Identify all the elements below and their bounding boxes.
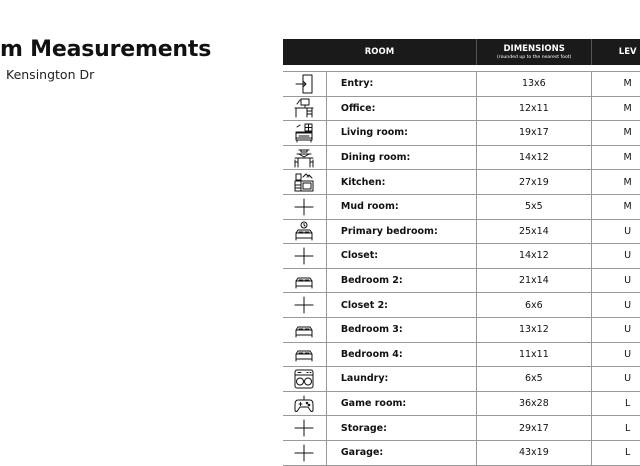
plus-icon (283, 293, 327, 317)
desk-icon (283, 97, 327, 121)
room-dimensions: 43x19 (477, 441, 593, 465)
room-level: M (623, 201, 632, 213)
table-row (283, 244, 640, 269)
room-level: U (624, 250, 632, 262)
room-name: Laundry: (327, 367, 477, 391)
room-dimensions: 12x11 (477, 97, 593, 121)
room-level: M (623, 102, 632, 114)
room-name: Dining room: (327, 146, 477, 170)
page-title: m Measurements (0, 37, 212, 62)
room-level: M (623, 78, 632, 90)
bed-icon (283, 343, 327, 367)
room-dimensions: 14x12 (477, 146, 593, 170)
table-row (283, 367, 640, 392)
room-level: L (624, 447, 631, 459)
plus-icon (283, 244, 327, 268)
room-dimensions: 21x14 (477, 269, 593, 293)
room-name: Mud room: (327, 195, 477, 219)
header-dimensions-label: DIMENSIONS (503, 44, 565, 54)
room-dimensions: 27x19 (477, 170, 593, 194)
table-row (283, 220, 640, 245)
room-name: Office: (327, 97, 477, 121)
header-room-label: ROOM (364, 47, 395, 57)
table-header (283, 39, 640, 65)
room-level: U (624, 225, 632, 237)
sofa-icon (283, 121, 327, 145)
plus-icon (283, 441, 327, 465)
room-dimensions: 19x17 (477, 121, 593, 145)
room-name: Closet 2: (327, 293, 477, 317)
table-row (283, 343, 640, 368)
room-level: M (623, 176, 632, 188)
room-name: Kitchen: (327, 170, 477, 194)
header-room (283, 39, 477, 65)
room-level: L (624, 398, 631, 410)
address-subtitle: Kensington Dr (6, 67, 95, 82)
room-level: L (624, 422, 631, 434)
room-level: U (624, 299, 632, 311)
table-row (283, 269, 640, 294)
room-dimensions: 36x28 (477, 392, 593, 416)
gamepad-icon (283, 392, 327, 416)
table-body (283, 71, 640, 466)
measurements-table (283, 39, 640, 466)
table-row (283, 441, 640, 466)
header-level (592, 39, 640, 65)
room-level: U (624, 348, 632, 360)
door-enter-icon (283, 72, 327, 96)
table-row (283, 318, 640, 343)
room-dimensions: 14x12 (477, 244, 593, 268)
room-name: Living room: (327, 121, 477, 145)
room-dimensions: 13x6 (477, 72, 593, 96)
room-dimensions: 29x17 (477, 416, 593, 440)
table-row (283, 416, 640, 441)
room-dimensions: 13x12 (477, 318, 593, 342)
room-name: Primary bedroom: (327, 220, 477, 244)
room-name: Garage: (327, 441, 477, 465)
table-row (283, 392, 640, 417)
table-row (283, 146, 640, 171)
room-name: Storage: (327, 416, 477, 440)
plus-icon (283, 416, 327, 440)
room-dimensions: 25x14 (477, 220, 593, 244)
room-name: Entry: (327, 72, 477, 96)
room-dimensions: 5x5 (477, 195, 593, 219)
room-level: M (623, 127, 632, 139)
table-row (283, 293, 640, 318)
bed-icon (283, 269, 327, 293)
room-level: U (624, 324, 632, 336)
room-name: Bedroom 2: (327, 269, 477, 293)
header-dimensions-note: (rounded up to the nearest foot) (497, 55, 572, 60)
room-dimensions: 11x11 (477, 343, 593, 367)
header-dimensions (477, 39, 592, 65)
table-row (283, 195, 640, 220)
room-level: M (623, 152, 632, 164)
header-level-label: LEV (618, 47, 637, 57)
table-row (283, 72, 640, 97)
room-level: U (624, 275, 632, 287)
table-row (283, 121, 640, 146)
room-name: Closet: (327, 244, 477, 268)
room-name: Game room: (327, 392, 477, 416)
room-name: Bedroom 4: (327, 343, 477, 367)
room-dimensions: 6x5 (477, 367, 593, 391)
table-row (283, 97, 640, 122)
kitchen-icon (283, 170, 327, 194)
room-name: Bedroom 3: (327, 318, 477, 342)
washer-dryer-icon (283, 367, 327, 391)
bed-clock-icon (283, 220, 327, 244)
bed-icon (283, 318, 327, 342)
table-row (283, 170, 640, 195)
room-level: U (624, 373, 632, 385)
plus-icon (283, 195, 327, 219)
room-dimensions: 6x6 (477, 293, 593, 317)
dining-table-icon (283, 146, 327, 170)
